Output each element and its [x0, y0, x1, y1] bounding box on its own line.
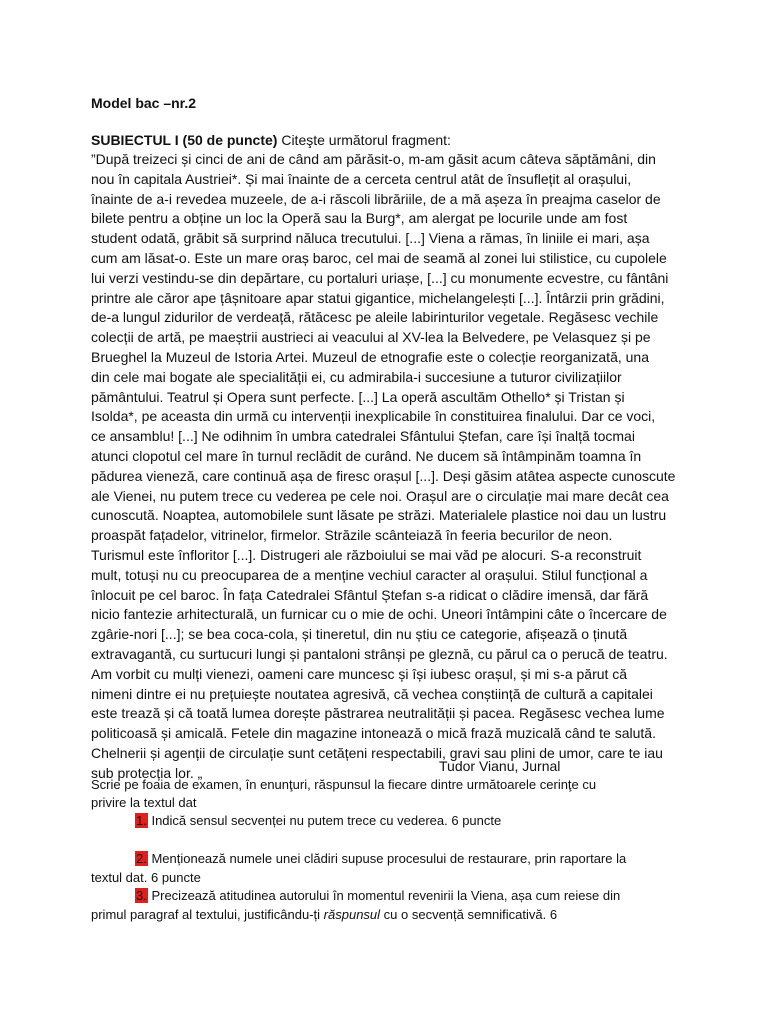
fragment-line: Isolda*, pe aceasta din urmă cu intervenții inexplicabile în constituirea finalului. Dar ce voci, [91, 408, 656, 425]
fragment-line: din cele mai bogate ale specialității ei, cu admirabila-i succesiune a tuturor civilizațiilor [91, 368, 622, 385]
subject-instruction: Citeşte următorul fragment: [277, 132, 451, 148]
fragment-line: înainte de a-i revedea muzeele, de a-i răscoli librăriile, de a mă așeza în preajma caselor de [91, 190, 661, 207]
question-line [91, 850, 626, 869]
instruction-line: Scrie pe foaia de examen, în enunţuri, răspunsul la fiecare dintre următoarele cerinţe cu [91, 777, 597, 792]
question-line: textul dat. 6 puncte [91, 869, 201, 885]
question-3 [91, 887, 620, 924]
fragment-line: Chelnerii și agenții de circulație sunt cetățeni respectabili, gravi sau plini de umor, care te iau [91, 744, 663, 761]
subject-heading-line [91, 132, 451, 148]
fragment-line: mult, totuși nu cu preocuparea de a menține vechiul caracter al orașului. Stilul funcțional a [91, 566, 648, 583]
document-title: Model bac –nr.2 [91, 95, 197, 111]
question-text: Indică sensul secvenței nu putem trece cu vederea. 6 puncte [147, 813, 502, 828]
question-text: Precizează atitudinea autorului în momentul revenirii la Viena, așa cum reiese din [147, 888, 621, 903]
question-line [91, 812, 501, 831]
fragment-line: înlocuit pe cel baroc. În fața Catedralei Sfântul Ștefan s-a ridicat o clădire imensă, dar fără [91, 586, 649, 603]
instruction-line: privire la textul dat [91, 795, 197, 810]
question-text: Menționează numele unei clădiri supuse procesului de restaurare, prin raportare la [147, 851, 627, 866]
fragment-line: este trează și că toată lumea dorește păstrarea neutralității și pacea. Regăsesc vechea lume [91, 705, 665, 722]
fragment-line: politicoasă și amicală. Fetele din magazine intonează o mică frază muzicală când te salută. [91, 725, 656, 742]
question-number: 3. [136, 888, 147, 903]
question-line [91, 906, 620, 925]
fragment-line: pământului. Teatrul și Opera sunt perfecte. [...] La operă ascultăm Othello* și Tristan și [91, 388, 625, 405]
fragment-line: ”După treizeci și cinci de ani de când am părăsit-o, m-am găsit acum câteva săptămâni, din [91, 151, 656, 167]
fragment-line: proaspăt fațadelor, vitrinelor, firmelor. Străzile scânteiază în feeria becurilor de neon. [91, 527, 613, 544]
fragment-line: atunci clopotul cel mare în turnul reclădit de curând. Ne ducem să întâmpinăm toamna în [91, 447, 642, 464]
fragment-line: bilete pentru a obține un loc la Operă sau la Burg*, am alergat pe locurile unde am fost [91, 210, 628, 227]
fragment-line: nicio fantezie arhitecturală, un furnicar cu o mie de ochi. Uneori întâmpini câte o încercare de [91, 606, 667, 623]
question-number: 1. [136, 813, 147, 828]
fragment-line: student odată, grăbit să surprind năluca trecutului. [...] Viena a rămas, în liniile ei mari, așa [91, 230, 650, 247]
question-text: primul paragraf al textului, justificându-ți [91, 906, 324, 922]
fragment-line: Turismul este înfloritor [...]. Distrugeri ale războiului se mai văd pe alocuri. S-a reconstruit [91, 546, 642, 563]
fragment-line: nou în capitala Austriei*. Și mai înainte de a cerceta centrul atât de însuflețit al orașului, [91, 170, 632, 187]
fragment-line: sub protecția lor. „ [91, 764, 203, 781]
fragment-line: ce ansamblu! [...] Ne odihnim în umbra catedralei Sfântului Ștefan, care își înalță tocmai [91, 428, 635, 445]
fragment-line: nimeni dintre ei nu prețuiește noutatea agresivă, că vechea conștiință de cultură a capitalei [91, 685, 653, 702]
fragment-line: zgârie-nori [...]; se bea coca-cola, și tineretul, din nu știu ce categorie, afișează o ținută [91, 626, 628, 643]
fragment-line: Brueghel la Muzeul de Istoria Artei. Muzeul de etnografie este o colecție reorganizată, una [91, 348, 649, 365]
fragment-line: de-a lungul zidurilor de verdeață, rătăcesc pe aleile labirinturilor vegetale. Regăsesc vechile [91, 309, 659, 326]
author-signature: Tudor Vianu, Jurnal [439, 758, 561, 774]
fragment-line: extravagantă, cu surtucuri lungi și pantaloni strânși pe gleznă, cu părul ca o perucă de teatru. [91, 645, 668, 662]
question-2 [91, 850, 626, 887]
fragment-line: colecții de artă, pe maeștrii austrieci ai veacului al XV-lea la Belvedere, pe Velasquez și pe [91, 329, 651, 346]
exam-instructions [91, 776, 596, 812]
fragment-line: cum am lăsat-o. Este un mare oraș baroc, cel mai de seamă al zonei lui stilistice, cu cupolele [91, 249, 667, 266]
text-fragment [91, 150, 691, 784]
question-text: cu o secvență semnificativă. 6 [380, 906, 558, 922]
fragment-line: Am vorbit cu mulți vienezi, oameni care muncesc și își iubesc orașul, și mi s-a părut că [91, 665, 628, 682]
question-1 [91, 812, 501, 831]
fragment-line: lui verzi vestindu-se din depărtare, cu portaluri uriașe, [...] cu monumente ecvestre, cu fântâni [91, 269, 669, 286]
fragment-line: pădurea vieneză, care continuă așa de firesc orașul [...]. Deși găsim atâtea aspecte cunoscute [91, 467, 676, 484]
question-number: 2. [136, 851, 147, 866]
fragment-line: printre ale căror ape țâșnitoare apar statui gigantice, michelangelești [...]. Întârzii prin grădini, [91, 289, 665, 306]
fragment-line: cunoscută. Noaptea, automobilele sunt lăsate pe străzi. Materialele plastice noi dau un lustru [91, 507, 667, 524]
fragment-line: ale Vienei, nu putem trece cu vederea pe cele noi. Orașul are o circulație mai mare decât cea [91, 487, 669, 504]
emphasized-word: răspunsul [323, 906, 381, 922]
question-line [91, 887, 620, 906]
subject-heading: SUBIECTUL I (50 de puncte) [91, 132, 278, 148]
